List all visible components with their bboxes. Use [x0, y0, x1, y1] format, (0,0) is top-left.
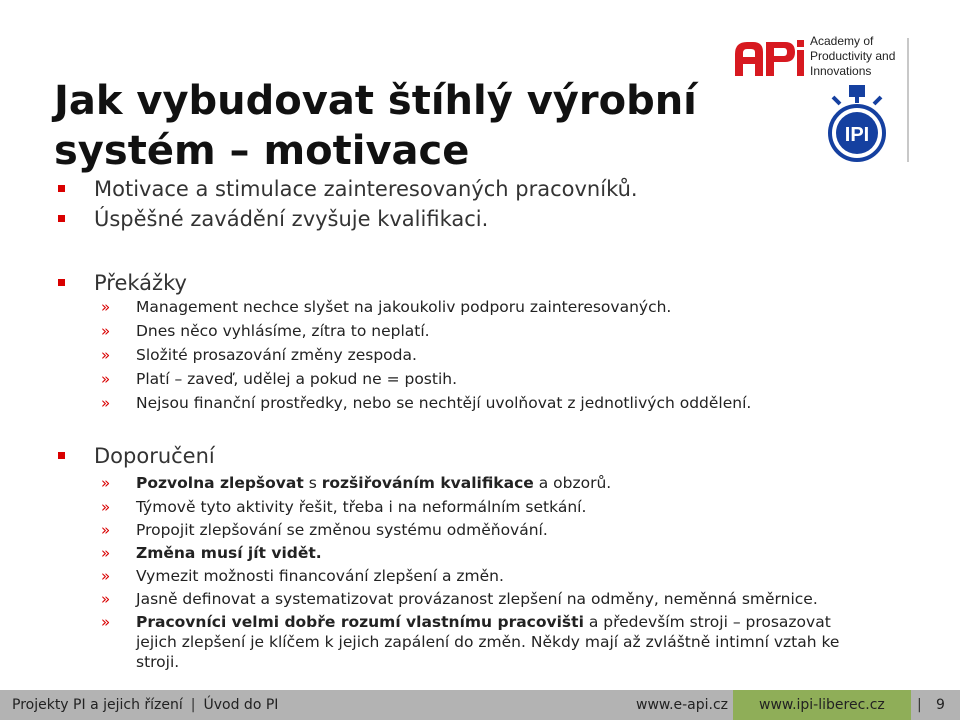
- recommendation-item: [101, 589, 891, 609]
- stopwatch-label: IPI: [844, 124, 870, 146]
- obstacle-item: [101, 321, 891, 341]
- emphasis-text: Změna musí jít vidět.: [136, 544, 322, 562]
- footer-site-link-ipi[interactable]: www.ipi-liberec.cz: [759, 697, 885, 713]
- logo-divider: [907, 38, 909, 162]
- recommendation-item-text: Týmově tyto aktivity řešit, třeba i na neformálním setkání.: [136, 498, 587, 516]
- obstacle-item-text: Nejsou finanční prostředky, nebo se nechtějí uvolňovat z jednotlivých oddělení.: [136, 394, 752, 412]
- arrow-bullet-icon: »: [101, 567, 111, 585]
- footer-page-separator: |: [917, 697, 922, 713]
- plain-text: a především stroji – prosazovat jejich zlepšení je klíčem k jejich zapálení do změn. Někdy mají až zvláštně intimní vztah ke stroji.: [136, 613, 840, 671]
- arrow-bullet-icon: »: [101, 474, 111, 492]
- footer-course-link[interactable]: Projekty PI a jejich řízení: [12, 697, 183, 713]
- recommendation-item-text: Propojit zlepšování se změnou systému odměňování.: [136, 521, 548, 539]
- recommendation-item-text: [136, 612, 861, 672]
- obstacle-item: [101, 369, 891, 389]
- logo-text-line: Academy of: [810, 34, 874, 48]
- recommendation-item: [101, 497, 891, 517]
- bullet-square-icon: [58, 185, 65, 192]
- bullet-square-icon: [58, 215, 65, 222]
- recommendation-item-text: Jasně definovat a systematizovat provázanost zlepšení na odměny, neměnná směrnice.: [136, 590, 818, 608]
- plain-text: a obzorů.: [533, 474, 612, 492]
- recommendation-item-text: Vymezit možnosti financování zlepšení a změn.: [136, 567, 504, 585]
- recommendation-item: [101, 566, 891, 586]
- logo-text-line: Productivity and: [810, 49, 896, 63]
- bullet-square-icon: [58, 279, 65, 286]
- recommendation-item: [101, 612, 861, 672]
- arrow-bullet-icon: »: [101, 370, 111, 388]
- recommendation-item: [101, 543, 891, 563]
- arrow-bullet-icon: »: [101, 544, 111, 562]
- arrow-bullet-icon: »: [101, 521, 111, 539]
- recommendation-item: [101, 473, 891, 493]
- obstacle-item: [101, 297, 891, 317]
- slide-footer: [0, 690, 960, 720]
- logo-text-line: Innovations: [810, 64, 872, 78]
- bullet-square-icon: [58, 452, 65, 459]
- footer-left: [12, 697, 278, 713]
- logo-text: [810, 34, 960, 79]
- slide-title: Jak vybudovat štíhlý výrobní systém – motivace: [54, 78, 697, 174]
- footer-site-link-eapi[interactable]: www.e-api.cz: [636, 697, 729, 713]
- recommendation-item: [101, 520, 891, 540]
- arrow-bullet-icon: »: [101, 613, 111, 631]
- stopwatch-icon: [827, 85, 887, 165]
- obstacle-item-text: Platí – zaveď, udělej a pokud ne = postih.: [136, 370, 458, 388]
- arrow-bullet-icon: »: [101, 346, 111, 364]
- plain-text: s: [303, 474, 322, 492]
- recommendation-item-text: [136, 543, 891, 563]
- arrow-bullet-icon: »: [101, 322, 111, 340]
- emphasis-text: Pozvolna zlepšovat: [136, 474, 304, 492]
- recommendations-heading-text: Doporučení: [94, 444, 215, 468]
- obstacle-item: [101, 393, 891, 413]
- obstacle-item-text: Dnes něco vyhlásíme, zítra to neplatí.: [136, 322, 430, 340]
- arrow-bullet-icon: »: [101, 298, 111, 316]
- footer-accent-block: [733, 690, 911, 720]
- top-bullet-text: Úspěšné zavádění zvyšuje kvalifikaci.: [94, 207, 489, 231]
- top-bullet-text: Motivace a stimulace zainteresovaných pracovníků.: [94, 177, 638, 201]
- api-logo-mark: [733, 36, 805, 80]
- arrow-bullet-icon: »: [101, 394, 111, 412]
- obstacles-heading-text: Překážky: [94, 271, 187, 295]
- footer-separator: |: [190, 697, 196, 713]
- page-number: 9: [936, 697, 945, 713]
- arrow-bullet-icon: »: [101, 498, 111, 516]
- emphasis-text: rozšiřováním kvalifikace: [321, 474, 534, 492]
- obstacle-item-text: Složité prosazování změny zespoda.: [136, 346, 417, 364]
- emphasis-text: Pracovníci velmi dobře rozumí vlastnímu pracovišti: [136, 613, 584, 631]
- obstacle-item: [101, 345, 891, 365]
- footer-module-link[interactable]: Úvod do PI: [203, 697, 279, 713]
- obstacle-item-text: Management nechce slyšet na jakoukoliv podporu zainteresovaných.: [136, 298, 672, 316]
- recommendation-item-text: [136, 473, 891, 493]
- arrow-bullet-icon: »: [101, 590, 111, 608]
